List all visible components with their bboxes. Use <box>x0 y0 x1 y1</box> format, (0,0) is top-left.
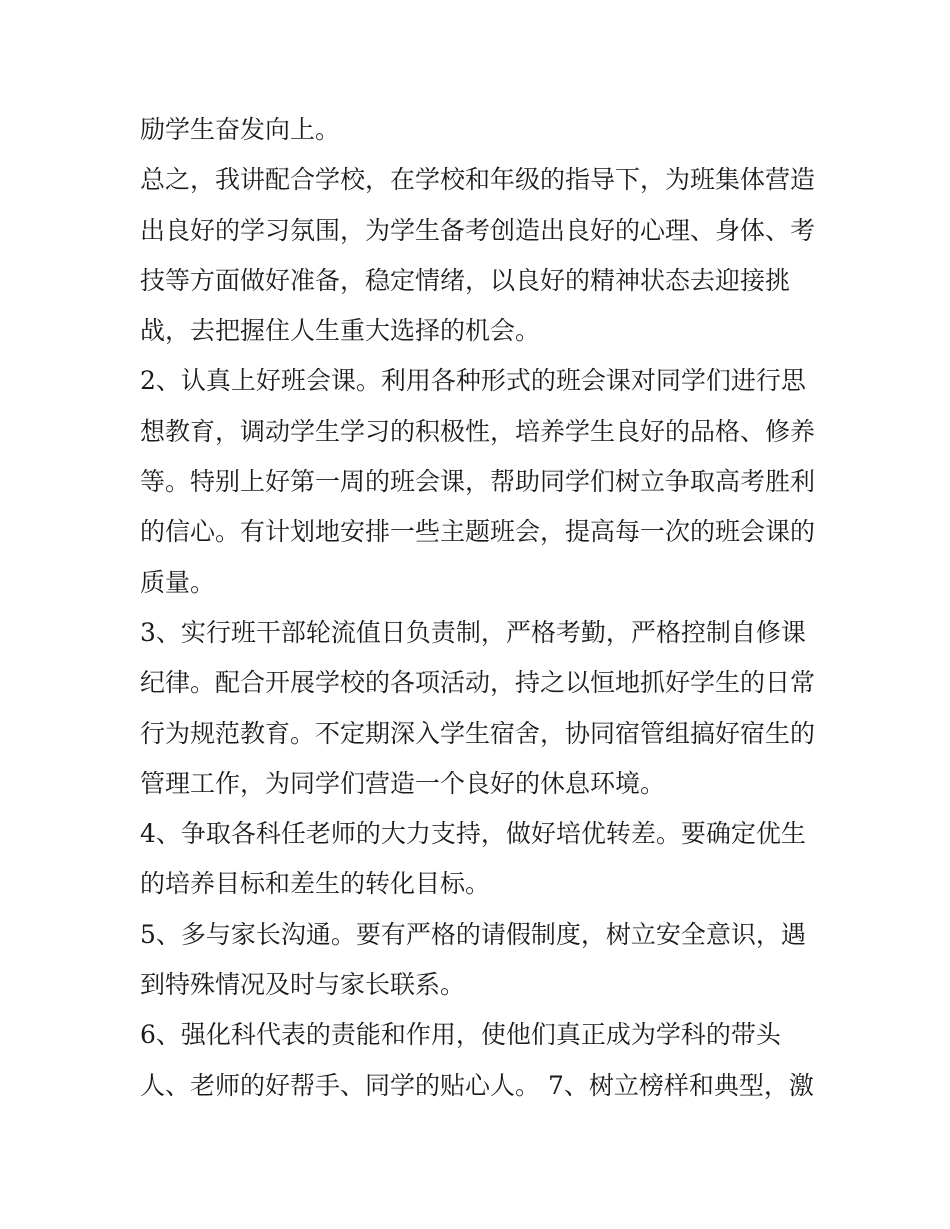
text-line: 管理工作，为同学们营造一个良好的休息环境。 <box>140 768 666 798</box>
text-line: 励学生奋发向上。 <box>140 115 341 144</box>
text-line: 的信心。有计划地安排一些主题班会，提高每一次的班会课的 <box>140 517 816 547</box>
text-line: 4、争取各科任老师的大力支持，做好培优转差。要确定优生 <box>140 819 806 849</box>
text-line: 的培养目标和差生的转化目标。 <box>140 869 491 899</box>
text-line: 总之，我讲配合学校，在学校和年级的指导下，为班集体营造 <box>140 165 816 195</box>
text-line: 6、强化科代表的责能和作用，使他们真正成为学科的带头 <box>140 1020 781 1050</box>
text-line: 出良好的学习氛围，为学生备考创造出良好的心理、身体、考 <box>140 215 816 245</box>
text-line: 纪律。配合开展学校的各项活动，持之以恒地抓好学生的日常 <box>140 668 816 698</box>
text-line: 行为规范教育。不定期深入学生宿舍，协同宿管组搞好宿生的 <box>140 718 816 748</box>
text-line: 技等方面做好准备，稳定情绪，以良好的精神状态去迎接挑 <box>140 265 791 295</box>
document-body <box>140 108 820 1114</box>
text-line: 战，去把握住人生重大选择的机会。 <box>140 316 541 346</box>
text-line: 到特殊情况及时与家长联系。 <box>140 970 466 1000</box>
text-line: 想教育，调动学生学习的积极性，培养学生良好的品格、修养 <box>140 416 816 446</box>
text-line: 人、老师的好帮手、同学的贴心人。 7、树立榜样和典型，激 <box>140 1070 814 1100</box>
text-line: 3、实行班干部轮流值日负责制，严格考勤，严格控制自修课 <box>140 617 806 647</box>
text-line: 等。特别上好第一周的班会课，帮助同学们树立争取高考胜利 <box>140 467 816 497</box>
text-line: 5、多与家长沟通。要有严格的请假制度，树立安全意识，遇 <box>140 919 806 949</box>
text-line: 2、认真上好班会课。利用各种形式的班会课对同学们进行思 <box>140 366 806 396</box>
text-line: 质量。 <box>140 567 216 597</box>
